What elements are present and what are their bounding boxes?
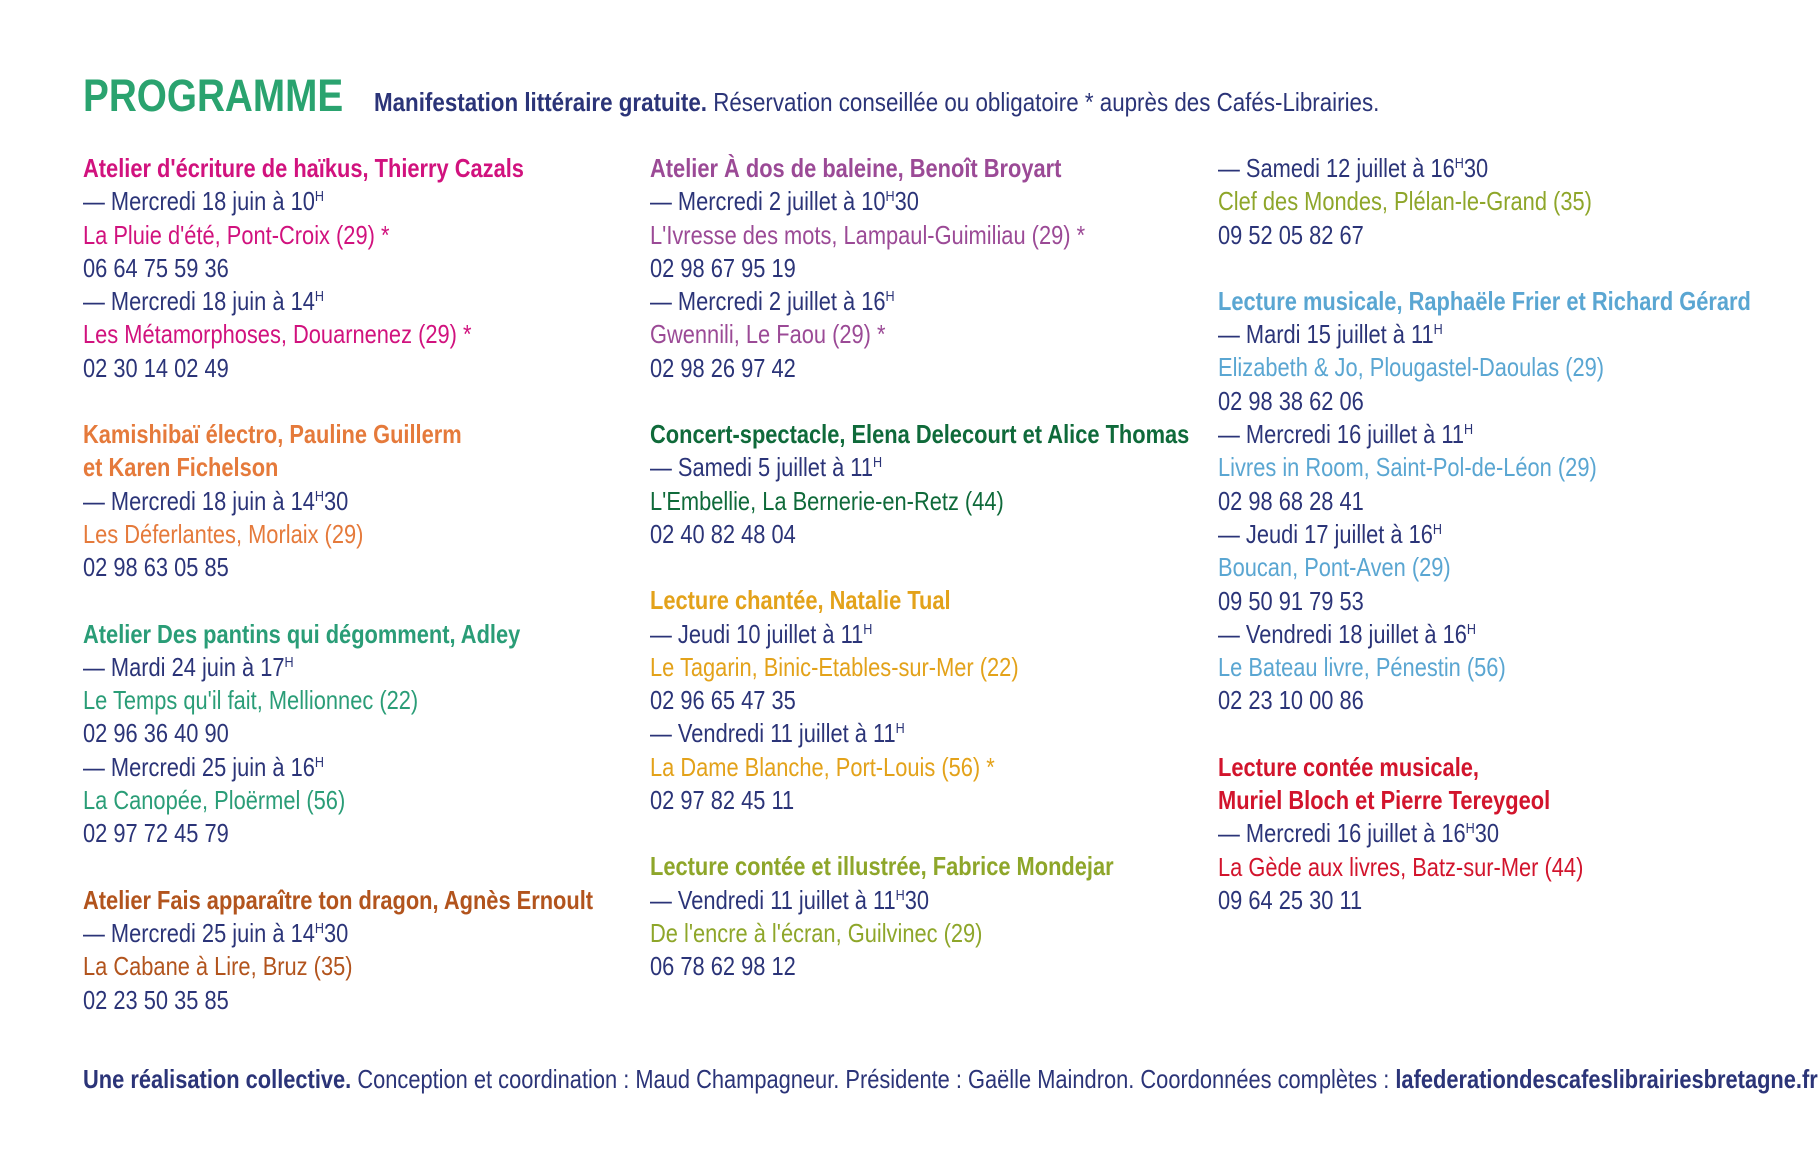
footer-text: Conception et coordination : Maud Champagneur. Présidente : Gaëlle Maindron. Coordonnées complètes : [351, 1064, 1396, 1094]
session-date-text: — Mercredi 25 juin à 14 [83, 917, 315, 948]
session-date [1218, 618, 1789, 651]
hour-mark: H [1454, 155, 1464, 172]
session-phone[interactable]: 06 64 75 59 36 [83, 252, 229, 283]
session-date [83, 285, 654, 318]
hour-mark: H [314, 919, 324, 937]
intro-bold: Manifestation littéraire gratuite. [373, 87, 707, 117]
event-item [650, 850, 1221, 983]
session-phone[interactable]: 02 98 63 05 85 [83, 552, 229, 583]
session-minutes: 30 [1474, 818, 1500, 849]
event-title: Lecture contée musicale, [1218, 751, 1479, 782]
session-date [650, 618, 1221, 651]
session-minutes: 30 [1463, 153, 1489, 183]
session-date [650, 717, 1221, 750]
session-venue: Le Bateau livre, Pénestin (56) [1218, 652, 1506, 683]
footer [83, 1064, 1818, 1095]
session-date-text: — Samedi 12 juillet à 16 [1218, 153, 1455, 183]
session-phone[interactable]: 09 52 05 82 67 [1218, 219, 1364, 250]
session-date-text: — Vendredi 18 juillet à 16 [1218, 618, 1467, 649]
session-date [650, 185, 1221, 218]
session-date [83, 751, 654, 784]
session-venue: Le Tagarin, Binic-Etables-sur-Mer (22) [650, 651, 1019, 682]
session-phone[interactable]: 02 98 67 95 19 [650, 252, 796, 283]
session-date [83, 185, 654, 218]
header [83, 70, 1543, 122]
event-title-line-2: et Karen Fichelson [83, 452, 279, 483]
session-phone[interactable]: 09 50 91 79 53 [1218, 585, 1364, 616]
session-venue: La Pluie d'été, Pont-Croix (29) * [83, 219, 390, 250]
hour-mark: H [314, 753, 324, 771]
event-item [83, 618, 654, 851]
event-title: Kamishibaï électro, Pauline Guillerm [83, 419, 462, 450]
session-phone[interactable]: 02 23 50 35 85 [83, 984, 229, 1015]
session-date-text: — Mardi 24 juin à 17 [83, 651, 285, 682]
session-date-text: — Mercredi 2 juillet à 16 [650, 286, 886, 317]
session-venue: Clef des Mondes, Plélan-le-Grand (35) [1218, 186, 1592, 217]
session-venue: Gwennili, Le Faou (29) * [650, 319, 886, 350]
column-2 [650, 152, 1210, 1017]
session-date-text: — Vendredi 11 juillet à 11 [650, 718, 896, 749]
event-item [1218, 285, 1789, 718]
session-date [83, 917, 654, 950]
session-venue: La Dame Blanche, Port-Louis (56) * [650, 751, 995, 782]
session-venue: La Canopée, Ploërmel (56) [83, 785, 346, 816]
session-date-text: — Mercredi 2 juillet à 10 [650, 186, 886, 217]
event-item [650, 152, 1221, 385]
event-item [83, 884, 654, 1017]
footer-bold: Une réalisation collective. [83, 1064, 352, 1094]
session-date-text: — Mercredi 18 juin à 10 [83, 186, 315, 217]
session-minutes: 30 [894, 186, 919, 217]
session-phone[interactable]: 02 97 72 45 79 [83, 818, 229, 849]
session-date [1218, 152, 1789, 185]
event-title-line-2: Muriel Bloch et Pierre Tereygeol [1218, 785, 1551, 816]
session-date-text: — Jeudi 17 juillet à 16 [1218, 518, 1433, 549]
hour-mark: H [872, 454, 883, 472]
session-venue: Livres in Room, Saint-Pol-de-Léon (29) [1218, 452, 1597, 483]
session-venue: Les Déferlantes, Morlaix (29) [83, 518, 364, 549]
session-phone[interactable]: 02 96 36 40 90 [83, 718, 229, 749]
session-minutes: 30 [323, 485, 349, 516]
hour-mark: H [895, 886, 905, 904]
session-date [83, 651, 654, 684]
hour-mark: H [1432, 520, 1443, 538]
hour-mark: H [863, 620, 873, 638]
session-phone[interactable]: 02 97 82 45 11 [650, 785, 795, 816]
session-date-text: — Mercredi 18 juin à 14 [83, 286, 315, 317]
session-date-text: — Mercredi 16 juillet à 16 [1218, 818, 1466, 849]
event-item [83, 418, 654, 584]
event-title: Atelier Des pantins qui dégomment, Adley [83, 618, 521, 649]
event-title: Atelier À dos de baleine, Benoît Broyart [650, 153, 1062, 183]
session-date [650, 451, 1221, 484]
session-venue: Les Métamorphoses, Douarnenez (29) * [83, 319, 472, 350]
session-date [1218, 817, 1789, 850]
hour-mark: H [1464, 421, 1474, 439]
session-venue: La Gède aux livres, Batz-sur-Mer (44) [1218, 851, 1584, 882]
session-date-text: — Mercredi 18 juin à 14 [83, 485, 315, 516]
session-date-text: — Samedi 5 juillet à 11 [650, 452, 873, 483]
session-date [83, 485, 654, 518]
event-title: Atelier d'écriture de haïkus, Thierry Cazals [83, 153, 524, 183]
page-title: PROGRAMME [83, 70, 344, 121]
event-title: Lecture musicale, Raphaële Frier et Richard Gérard [1218, 285, 1751, 316]
session-date-text: — Jeudi 10 juillet à 11 [650, 618, 864, 649]
event-title: Lecture chantée, Natalie Tual [650, 585, 951, 616]
hour-mark: H [314, 288, 324, 306]
hour-mark: H [284, 653, 294, 671]
session-phone[interactable]: 02 30 14 02 49 [83, 352, 229, 383]
session-phone[interactable]: 02 23 10 00 86 [1218, 685, 1364, 716]
session-phone[interactable]: 02 96 65 47 35 [650, 685, 796, 716]
hour-mark: H [895, 720, 905, 738]
session-date [1218, 518, 1789, 551]
session-date-text: — Mardi 15 juillet à 11 [1218, 319, 1434, 350]
intro-rest: Réservation conseillée ou obligatoire * auprès des Cafés-Librairies. [706, 87, 1379, 117]
session-minutes: 30 [323, 917, 349, 948]
event-item [83, 152, 654, 385]
session-date-text: — Mercredi 16 juillet à 11 [1218, 419, 1465, 450]
column-1 [83, 152, 643, 1050]
event-title: Concert-spectacle, Elena Delecourt et Alice Thomas [650, 419, 1190, 450]
session-phone[interactable]: 09 64 25 30 11 [1218, 884, 1363, 915]
intro-text [374, 87, 1379, 118]
session-phone[interactable]: 06 78 62 98 12 [650, 951, 796, 982]
session-venue: Boucan, Pont-Aven (29) [1218, 552, 1451, 583]
hour-mark: H [314, 188, 324, 206]
footer-link[interactable]: lafederationdescafeslibrairiesbretagne.fr [1395, 1064, 1818, 1094]
session-venue: Le Temps qu'il fait, Mellionnec (22) [83, 685, 419, 716]
session-venue: Elizabeth & Jo, Plougastel-Daoulas (29) [1218, 352, 1605, 383]
session-venue: De l'encre à l'écran, Guilvinec (29) [650, 917, 983, 948]
session-date-text: — Mercredi 25 juin à 16 [83, 751, 315, 782]
column-3 [1218, 152, 1778, 950]
session-date [1218, 418, 1789, 451]
session-phone[interactable]: 02 98 26 97 42 [650, 352, 796, 383]
session-venue: L'Ivresse des mots, Lampaul-Guimiliau (29) * [650, 219, 1086, 250]
hour-mark: H [1433, 321, 1443, 339]
hour-mark: H [1465, 820, 1475, 838]
session-date-text: — Vendredi 11 juillet à 11 [650, 884, 896, 915]
event-item [650, 584, 1221, 817]
hour-mark: H [314, 487, 324, 505]
event-title: Lecture contée et illustrée, Fabrice Mondejar [650, 851, 1114, 882]
hour-mark: H [885, 288, 895, 306]
event-item [1218, 751, 1789, 917]
hour-mark: H [885, 188, 895, 206]
session-phone[interactable]: 02 98 38 62 06 [1218, 385, 1364, 416]
event-item [1218, 152, 1789, 252]
session-date [650, 285, 1221, 318]
session-venue: La Cabane à Lire, Bruz (35) [83, 951, 353, 982]
session-date [1218, 318, 1789, 351]
session-phone[interactable]: 02 98 68 28 41 [1218, 485, 1364, 516]
session-minutes: 30 [904, 884, 930, 915]
session-date [650, 884, 1221, 917]
session-venue: L'Embellie, La Bernerie-en-Retz (44) [650, 485, 1004, 516]
session-phone[interactable]: 02 40 82 48 04 [650, 518, 796, 549]
event-title: Atelier Fais apparaître ton dragon, Agnès Ernoult [83, 884, 594, 915]
hour-mark: H [1466, 620, 1477, 638]
event-item [650, 418, 1221, 551]
